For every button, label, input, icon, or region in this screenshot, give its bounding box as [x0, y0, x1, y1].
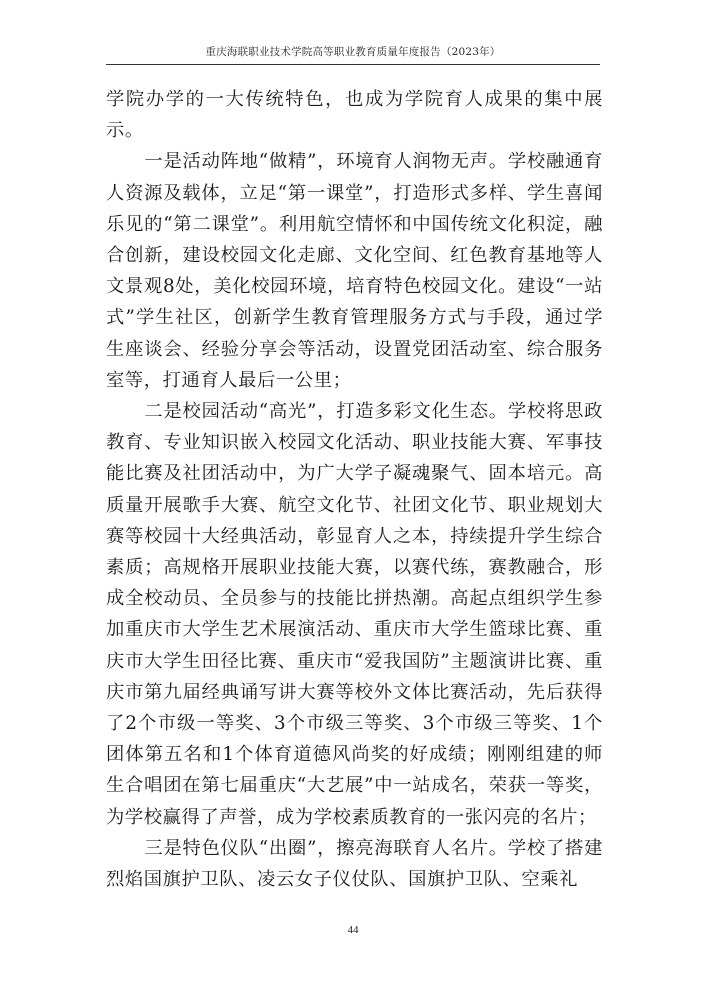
- page-number: 44: [347, 924, 359, 936]
- paragraph-continuation: 学院办学的一大传统特色，也成为学院育人成果的集中展示。: [106, 89, 603, 142]
- document-body: [106, 84, 603, 895]
- header-divider: [106, 64, 600, 65]
- running-header: 重庆海联职业技术学院高等职业教育质量年度报告（2023年）: [205, 46, 501, 58]
- paragraph-honor-guard: 三是特色仪队“出圈”，擦亮海联育人名片。学校了搭建烈焰国旗护卫队、凌云女子仪仗队、国旗护卫队、空乘礼: [106, 837, 603, 891]
- paragraph-activity-venues: 一是活动阵地“做精”，环境育人润物无声。学校融通育人资源及载体，立足“第一课堂”，打造形式多样、学生喜闻乐见的“第二课堂”。利用航空情怀和中国传统文化积淀，融合创新，建设校园文化走廊、文化空间、红色教育基地等人文景观8处，美化校园环境，培育特色校园文化。建设“一站式”学生社区，创新学生教育管理服务方式与手段，通过学生座谈会、经验分享会等活动，设置党团活动室、综合服务室等，打通育人最后一公里；: [106, 151, 603, 391]
- paragraph-campus-activities: 二是校园活动“高光”，打造多彩文化生态。学校将思政教育、专业知识嵌入校园文化活动、职业技能大赛、军事技能比赛及社团活动中，为广大学子凝魂聚气、固本培元。高质量开展歌手大赛、航空文化节、社团文化节、职业规划大赛等校园十大经典活动，彰显育人之本，持续提升学生综合素质；高规格开展职业技能大赛，以赛代练，赛教融合，形成全校动员、全员参与的技能比拼热潮。高起点组织学生参加重庆市大学生艺术展演活动、重庆市大学生篮球比赛、重庆市大学生田径比赛、重庆市“爱我国防”主题演讲比赛、重庆市第九届经典诵写讲大赛等校外文体比赛活动，先后获得了2个市级一等奖、3个市级三等奖、3个市级三等奖、1个团体第五名和1个体育道德风尚奖的好成绩；刚刚组建的师生合唱团在第七届重庆“大艺展”中一站成名，荣获一等奖，为学校赢得了声誉，成为学校素质教育的一张闪亮的名片；: [106, 401, 603, 828]
